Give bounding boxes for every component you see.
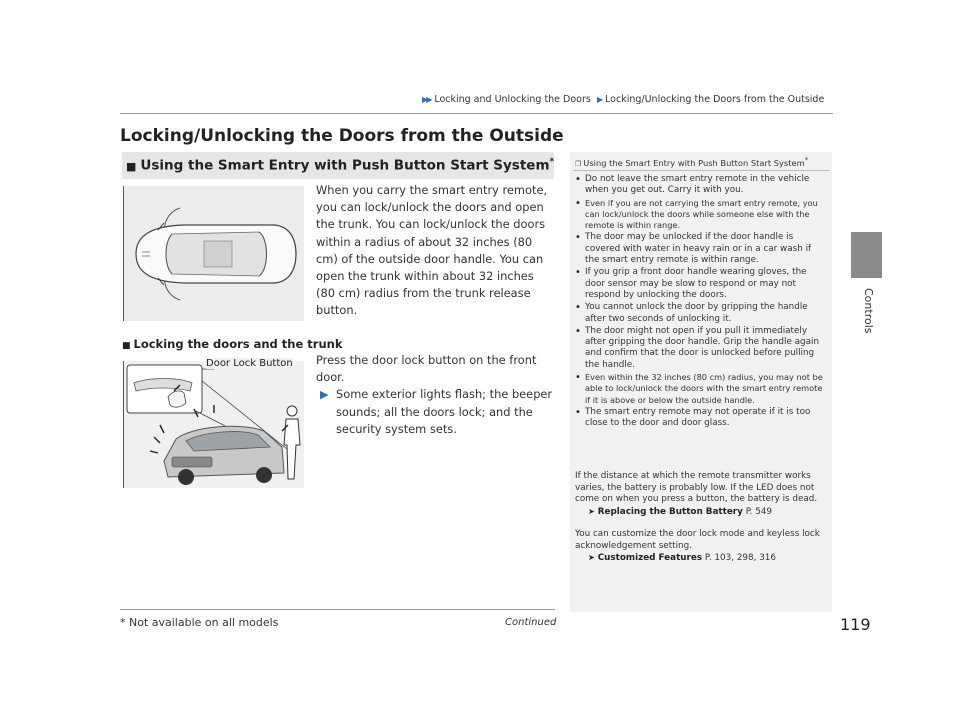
- intro-paragraph: When you carry the smart entry remote, you can lock/unlock the doors and open the trunk. You can lock/unlock the doors within a radius of about 32 inches (80 cm) of the outside door handle. You can open the trunk within about 32 inches (80 cm) radius from the trunk release button.: [316, 183, 548, 318]
- chapter-tab[interactable]: Controls: [862, 288, 875, 334]
- header-divider: [120, 113, 833, 114]
- breadcrumb-item[interactable]: Locking and Unlocking the Doors: [434, 94, 591, 105]
- note-item: • Even within the 32 inches (80 cm) radius, you may not be able to lock/unlock the doors with the smart entry remote if it is above or below the outside handle.: [575, 372, 827, 406]
- chapter-tab-marker: [851, 232, 882, 278]
- note-item: • The door may be unlocked if the door handle is covered with water in heavy rain or in a car wash if the smart entry remote is within range.: [575, 232, 827, 266]
- note-item: • Even if you are not carrying the smart entry remote, you can lock/unlock the doors while someone else with the remote is within range.: [575, 198, 827, 232]
- page-title: Locking/Unlocking the Doors from the Outside: [120, 126, 564, 146]
- notes-paragraphs: [575, 471, 827, 565]
- square-bullet-icon: ■: [126, 159, 137, 173]
- sub-heading: ■ Locking the doors and the trunk: [122, 337, 343, 351]
- door-lock-illustration: [123, 361, 304, 488]
- note-item: • You cannot unlock the door by gripping the handle after two seconds of unlocking it.: [575, 302, 827, 325]
- step-text: Press the door lock button on the front door.: [316, 353, 537, 385]
- breadcrumb: [422, 94, 824, 105]
- page-number: 119: [840, 615, 871, 634]
- battery-link[interactable]: ➤ Replacing the Button Battery P. 549: [588, 506, 773, 517]
- car-top-view-illustration: [123, 186, 304, 321]
- footer-divider: [120, 609, 555, 610]
- battery-paragraph: If the distance at which the remote transmitter works varies, the battery is probably low. If the LED does not come on when you press a button, the battery is dead.: [575, 471, 818, 504]
- section-title: ■ Using the Smart Entry with Push Button Start System*: [126, 157, 555, 174]
- note-item: • If you grip a front door handle wearing gloves, the door sensor may be slow to respond or may not respond by unlocking the doors.: [575, 267, 827, 301]
- reference-icon: ❐: [575, 159, 582, 168]
- result-arrow-icon: ▶: [320, 388, 329, 402]
- square-bullet-icon: ■: [122, 341, 131, 351]
- result-text: ▶ Some exterior lights flash; the beeper sounds; all the doors lock; and the security system sets.: [320, 387, 553, 436]
- breadcrumb-item[interactable]: Locking/Unlocking the Doors from the Outside: [605, 94, 825, 105]
- footnote: * Not available on all models: [120, 616, 279, 629]
- note-item: • The smart entry remote may not operate if it is too close to the door and door glass.: [575, 407, 827, 430]
- door-lock-button-callout: Door Lock Button: [206, 358, 293, 369]
- notes-list: [575, 174, 827, 431]
- continued-label: Continued: [505, 617, 557, 628]
- arrow-icon: ▶: [596, 95, 602, 104]
- note-item: • Do not leave the smart entry remote in the vehicle when you get out. Carry it with you.: [575, 174, 827, 197]
- customized-features-link[interactable]: ➤ Customized Features P. 103, 298, 316: [588, 553, 776, 563]
- link-arrow-icon: ➤: [588, 506, 595, 516]
- step-block: [316, 352, 556, 438]
- link-arrow-icon: ➤: [588, 553, 595, 562]
- notes-divider: [573, 170, 829, 171]
- note-item: • The door might not open if you pull it immediately after gripping the door handle. Grip the handle again and confirm that the door is unlocked before pulling the handle.: [575, 326, 827, 371]
- double-arrow-icon: ▶▶: [422, 95, 431, 104]
- notes-heading: ❐ Using the Smart Entry with Push Button Start System*: [575, 156, 809, 168]
- customize-paragraph: You can customize the door lock mode and keyless lock acknowledgement setting.: [575, 529, 820, 551]
